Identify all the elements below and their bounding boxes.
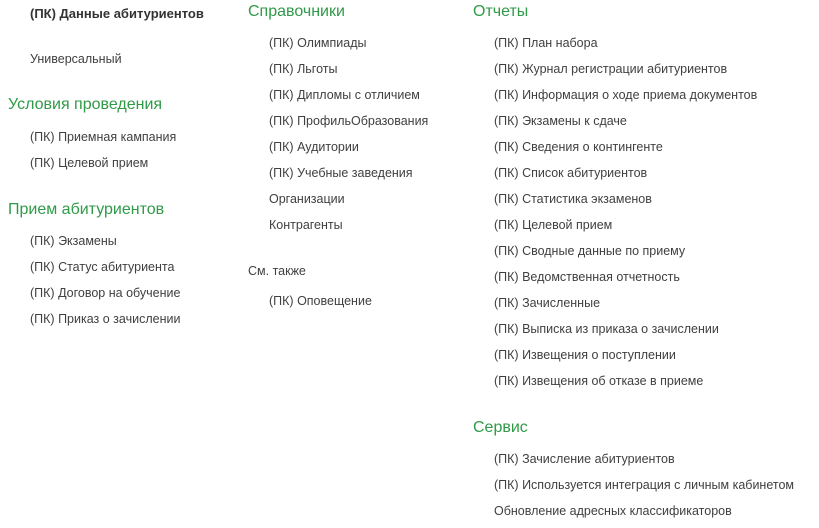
link-exams[interactable]: (ПК) Экзамены (30, 234, 117, 248)
link-rejection-notices[interactable]: (ПК) Извещения об отказе в приеме (494, 374, 704, 388)
link-applicant-status[interactable]: (ПК) Статус абитуриента (30, 260, 175, 274)
link-registration-journal[interactable]: (ПК) Журнал регистрации абитуриентов (494, 62, 728, 76)
link-honors-diplomas[interactable]: (ПК) Дипломы с отличием (269, 88, 420, 102)
link-address-classifier-update[interactable]: Обновление адресных классификаторов (494, 504, 732, 518)
link-counterparties[interactable]: Контрагенты (269, 218, 343, 232)
link-benefits[interactable]: (ПК) Льготы (269, 62, 338, 76)
link-exams-to-take[interactable]: (ПК) Экзамены к сдаче (494, 114, 627, 128)
link-enrollment-order-extract[interactable]: (ПК) Выписка из приказа о зачислении (494, 322, 719, 336)
link-organizations[interactable]: Организации (269, 192, 345, 206)
link-universal[interactable]: Универсальный (30, 52, 122, 66)
link-applicant-enrollment[interactable]: (ПК) Зачисление абитуриентов (494, 452, 675, 466)
link-contingent-info[interactable]: (ПК) Сведения о контингенте (494, 140, 663, 154)
link-enrolled[interactable]: (ПК) Зачисленные (494, 296, 601, 310)
link-document-intake-info[interactable]: (ПК) Информация о ходе приема документов (494, 88, 758, 102)
section-title-conditions: Условия проведения (8, 96, 163, 113)
link-personal-cabinet-integration[interactable]: (ПК) Используется интеграция с личным кабинетом (494, 478, 795, 492)
link-educational-institutions[interactable]: (ПК) Учебные заведения (269, 166, 413, 180)
section-title-reports: Отчеты (473, 3, 529, 20)
link-olympiads[interactable]: (ПК) Олимпиады (269, 36, 367, 50)
link-enrollment-plan[interactable]: (ПК) План набора (494, 36, 598, 50)
section-title-see-also: См. также (248, 264, 306, 278)
link-enrollment-order[interactable]: (ПК) Приказ о зачислении (30, 312, 181, 326)
section-title-service: Сервис (473, 419, 528, 436)
link-applicant-data[interactable]: (ПК) Данные абитуриентов (30, 6, 204, 21)
section-title-references: Справочники (248, 3, 345, 20)
link-report-target-admission[interactable]: (ПК) Целевой прием (494, 218, 613, 232)
section-title-admission: Прием абитуриентов (8, 201, 165, 218)
link-applicant-list[interactable]: (ПК) Список абитуриентов (494, 166, 648, 180)
link-study-contract[interactable]: (ПК) Договор на обучение (30, 286, 181, 300)
link-admission-campaign[interactable]: (ПК) Приемная кампания (30, 130, 177, 144)
link-notification[interactable]: (ПК) Оповещение (269, 294, 372, 308)
link-departmental-reporting[interactable]: (ПК) Ведомственная отчетность (494, 270, 680, 284)
link-target-admission[interactable]: (ПК) Целевой прием (30, 156, 149, 170)
link-admission-summary[interactable]: (ПК) Сводные данные по приему (494, 244, 686, 258)
link-auditoriums[interactable]: (ПК) Аудитории (269, 140, 359, 154)
link-admission-notices[interactable]: (ПК) Извещения о поступлении (494, 348, 676, 362)
link-exam-statistics[interactable]: (ПК) Статистика экзаменов (494, 192, 652, 206)
link-education-profile[interactable]: (ПК) ПрофильОбразования (269, 114, 429, 128)
